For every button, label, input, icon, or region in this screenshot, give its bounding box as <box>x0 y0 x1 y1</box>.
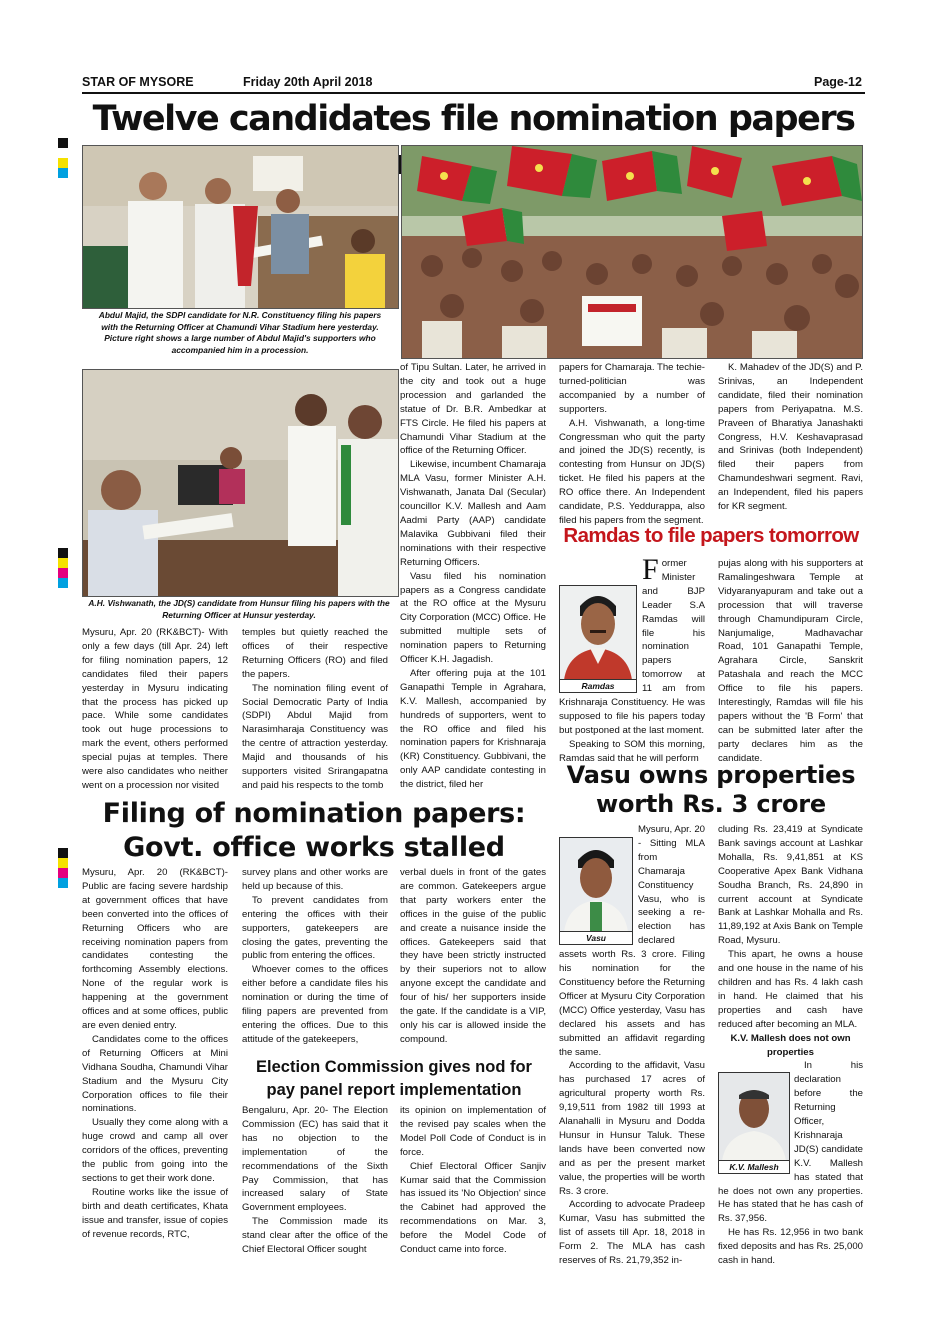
vasu-col1-p1: Mysuru, Apr. 20 - Sitting MLA from Chamaraja Constituency Vasu, who is seeking a re-election has declared assets worth Rs. 3 crore. Filing his nomination for the Constituency before the Returning Officer at Mysuru City Corporation (MCC) Office yesterday, Vasu has declared his assets and has submitted an affidavit regarding the same. <box>559 824 705 1058</box>
mallesh-photo-label: K.V. Mallesh <box>719 1160 789 1173</box>
main-headline: Twelve candidates file nomination papers in <box>92 99 855 183</box>
photo1-caption: Abdul Majid, the SDPI candidate for N.R. Constituency filing his papers with the Returning Officer at Chamundi Vihar Stadium here yesterday. Picture right shows a large number of Abdul Majid's supporters who accompanied him in a procession. <box>98 310 382 355</box>
main-story-col2 <box>242 626 388 793</box>
ramdas-col2 <box>718 557 863 766</box>
ec-headline-line2: pay panel report implementation <box>266 1081 522 1099</box>
ramdas-headline: Ramdas to file papers tomorrow <box>563 524 859 547</box>
issue-date: Friday 20th April 2018 <box>243 75 373 89</box>
ec-col2-p1: its opinion on implementation of the revised pay scales when the Model Poll Code of Conduct is in force. <box>400 1105 546 1158</box>
vasu-headline-line2: worth Rs. 3 crore <box>596 790 826 818</box>
stalled-col1 <box>82 866 228 1241</box>
stalled-col1-p1: Mysuru, Apr. 20 (RK&BCT)- Public are facing severe hardship at government offices that have been converted into the offices of Returning Officers who are receiving nomination papers from candidates contesting the forthcoming Assembly elections. None of the regular work is happening at the government offices and at some offices, public are even denied entry. <box>82 867 228 1031</box>
main-story-col3-p3: Vasu filed his nomination papers as a Congress candidate at the RO office at the Mysuru City Corporation (MCC) Office. He submitted multiple sets of nomination papers to Returning Officer K.H. Jagadish. <box>400 570 546 666</box>
main-story-col3-p1: of Tipu Sultan. Later, he arrived in the city and took out a huge procession and garlanded the statue of Dr. B.R. Ambedkar at FTS Circle. He filed his papers at Chamundi Vihar Stadium at the office of the Returning Officer. <box>400 362 546 457</box>
mallesh-subhead: K.V. Mallesh does not own properties <box>730 1032 851 1058</box>
ec-col1-p1: Bengaluru, Apr. 20- The Election Commission (EC) has said that it has no objection to the implementation of the recommendations of the Sixth Pay Commission, that has increased salary of State Government employees. <box>242 1105 388 1214</box>
main-story-col4-p2: A.H. Vishwanath, a long-time Congressman who quit the party and joined the JD(S) recently, is contesting from Hunsur on JD(S) ticket. He filed his papers at the RO office there. An Independent candidate, P.S. Yeddurappa, also filed his papers from the segment. <box>559 417 705 526</box>
ec-col1 <box>242 1104 388 1257</box>
ramdas-col2-p1: pujas along with his supporters at Ramalingeshwara Temple at Vidyaranyapuram and take out a procession that will traverse through Chamundipuram Circle, Nanjumalige, Madhavachar Road, 101 Ganapathi Temple, Agrahara Circle, Sanskrit Patashala and reach the MCC Office to file his papers. Interestingly, Ramdas will file his papers without the 'B Form' that can be submitted later after the party declares him as the candidate. <box>718 558 863 764</box>
main-story-col3 <box>400 361 546 792</box>
vasu-col2 <box>718 823 863 1268</box>
main-story-col4 <box>559 361 705 528</box>
main-story-col3-p2: Likewise, incumbent Chamaraja MLA Vasu, former Minister A.H. Vishwanath, Janata Dal (Secular) councillor K.V. Mallesh and Aam Aadmi Party (AAP) candidate Malavika Gubbivani filed their nominations with their respective Returning Officers. <box>400 459 546 568</box>
stalled-col3-p1: verbal duels in front of the gates are common. Gatekeepers argue that party workers enter the offices in the guise of the public and create a nuisance inside the offices. Gatekeepers said that they have been strictly instructed by their superiors not to allow anyone except the candidate and four of his/ her supporters inside the gate. If the candidate is a VIP, only his car is allowed inside the compound. <box>400 867 546 1045</box>
ramdas-photo <box>559 585 637 693</box>
vasu-col1 <box>559 823 705 1268</box>
paper-name: STAR OF MYSORE <box>82 75 194 89</box>
ec-headline <box>240 1056 548 1102</box>
main-story-col4-p1: papers for Chamaraja. The techie-turned-politician was accompanied by a number of supporters. <box>559 362 705 415</box>
vasu-headline-line1: Vasu owns properties <box>566 761 856 789</box>
main-story-col2-p1: temples but quietly reached the offices of their respective Returning Officers (RO) and filed the papers. <box>242 627 388 680</box>
photo-procession-crowd <box>401 145 863 359</box>
stalled-col2 <box>242 866 388 1047</box>
stalled-headline-line2: Govt. office works stalled <box>123 832 505 863</box>
vasu-col1-p3: According to advocate Pradeep Kumar, Vasu has submitted the list of assets till Apr. 18, 2018 in Form 2. The MLA has cash reserves of Rs. 21,79,352 in- <box>559 1199 705 1267</box>
photo2-caption: A.H. Vishwanath, the JD(S) candidate from Hunsur filing his papers with the Returning Officer at Hunsur yesterday. <box>88 598 390 620</box>
main-story-col1 <box>82 626 228 793</box>
ec-col2-p2: Chief Electoral Officer Sanjiv Kumar said that the Commission has issued its 'No Objection' since the Cabinet had approved the recommendations on Mar. 3, before the Model Code of Conduct came into force. <box>400 1160 546 1256</box>
masthead-rule <box>82 92 865 94</box>
registration-mark-top <box>58 138 68 178</box>
main-story-col5 <box>718 361 863 514</box>
registration-mark-low <box>58 848 68 888</box>
stalled-col2-p1: survey plans and other works are held up because of this. <box>242 867 388 892</box>
ramdas-col1-p2: Speaking to SOM this morning, Ramdas said that he will perform <box>559 738 705 764</box>
vasu-photo <box>559 837 633 945</box>
page-number: Page-12 <box>814 75 862 89</box>
stalled-headline <box>82 797 546 865</box>
stalled-col1-p3: Usually they come along with a huge crowd and camp all over corridors of the offices, preventing the public from going into the sections to get their work done. <box>82 1117 228 1184</box>
stalled-col1-p2: Candidates come to the offices of Returning Officers at Mini Vidhana Soudha, Chamundi Vihar Stadium and the Mysuru City Corporation offices to file their nominations. <box>82 1033 228 1115</box>
vasu-col2-p1: cluding Rs. 23,419 at Syndicate Bank savings account at Lashkar Mohalla, Rs. 9,41,851 at KS Cooperative Apex Bank Vidhana Soudha Branch, Rs. 24,890 in current account at Syndicate Bank at Lashkar Mohalla and Rs. 11,89,192 at Axis Bank on Temple Road, Mysuru. <box>718 824 863 947</box>
ramdas-col1-lead: ormer Minister and BJP Leader S.A Ramdas will file his nomination papers tomorrow at 11 am from Krishnaraja Constituency. He was supposed to file his papers today but postponed at the last moment. <box>559 558 705 736</box>
vasu-col1-p2: According to the affidavit, Vasu has purchased 17 acres of agricultural property worth Rs. 9,19,511 from 1982 till 1993 at Alanahalli in Mysuru and Dodda Hunsur in Hunsur Taluk. These lands have been converted now and as per the present market value, the properties will be worth Rs. 3 crore. <box>559 1060 705 1197</box>
main-story-col2-p2: The nomination filing event of Social Democratic Party of India (SDPI) Abdul Majid from Narasimharaja Constituency was the centre of attraction yesterday. Majid and thousands of his supporters visited Srirangapatna and paid his respects to the tomb <box>242 682 388 791</box>
ramdas-photo-label: Ramdas <box>560 679 636 692</box>
stalled-col1-p4: Routine works like the issue of birth and death certificates, Khata issue and transfer, issue of copies of revenue records, RTC, <box>82 1186 228 1240</box>
stalled-headline-line1: Filing of nomination papers: <box>102 798 526 829</box>
vasu-photo-label: Vasu <box>560 931 632 944</box>
stalled-col3 <box>400 866 546 1047</box>
ec-headline-line1: Election Commission gives nod for <box>256 1058 532 1076</box>
ramdas-dropcap: F <box>642 553 659 586</box>
main-story-col1-p1: Mysuru, Apr. 20 (RK&BCT)- With only a few days (till Apr. 24) left for filing nomination papers, 12 candidates filed their papers yesterday in Mysuru indicating that the process has picked up pace. While some candidates took out huge processions to mark the event, others performed special pujas at temples. There were also candidates who neither went on a procession nor visited <box>82 627 228 791</box>
mallesh-photo <box>718 1072 790 1174</box>
photo-abdul-majid-filing <box>82 145 399 309</box>
photo-vishwanath-filing <box>82 369 399 597</box>
mallesh-p2: He has Rs. 12,956 in two bank fixed deposits and has Rs. 25,000 cash in hand. <box>718 1227 863 1267</box>
registration-mark-mid <box>58 548 68 588</box>
ramdas-col1 <box>559 553 705 766</box>
vasu-col2-p2: This apart, he owns a house and one house in the name of his children and has Rs. 4 lakh cash in hand. He claimed that his properties and cash have reduced after becoming an MLA. <box>718 949 863 1030</box>
main-story-col5-p1: K. Mahadev of the JD(S) and P. Srinivas, an Independent candidate, filed their nomination papers from Periyapatna. M.S. Praveen of Bharatiya Janashakti Congress, H.V. Keshavaprasad and Srinivas (both Independent) filed their papers from Chamundeshwari segment. Ravi, an Independent, filed his papers for KR segment. <box>718 362 863 513</box>
mallesh-p1: In his declaration before the Returning Officer, Krishnaraja JD(S) candidate K.V. Mallesh has stated that he does not own any properties. He has stated that he has cash of Rs. 37,956. <box>718 1060 863 1225</box>
stalled-col2-p3: Whoever comes to the offices either before a candidate files his nomination or during the time of filing papers are prevented from entering the offices. Due to this attitude of the gatekeepers, <box>242 964 388 1045</box>
stalled-col2-p2: To prevent candidates from entering the offices with their supporters, gatekeepers are closing the gates, preventing the public from entering the offices. <box>242 894 388 962</box>
ec-col2 <box>400 1104 546 1257</box>
vasu-headline <box>557 761 865 819</box>
main-story-col3-p4: After offering puja at the 101 Ganapathi Temple in Agrahara, K.V. Mallesh, accompanied by hundreds of supporters, went to the RO office and filed his nomination papers for Krishnaraja (KR) Constituency. Gubbivani, the only AAP candidate contesting in the district, filed her <box>400 667 546 791</box>
ec-col1-p2: The Commission made its stand clear after the office of the Chief Electoral Officer sought <box>242 1216 388 1256</box>
